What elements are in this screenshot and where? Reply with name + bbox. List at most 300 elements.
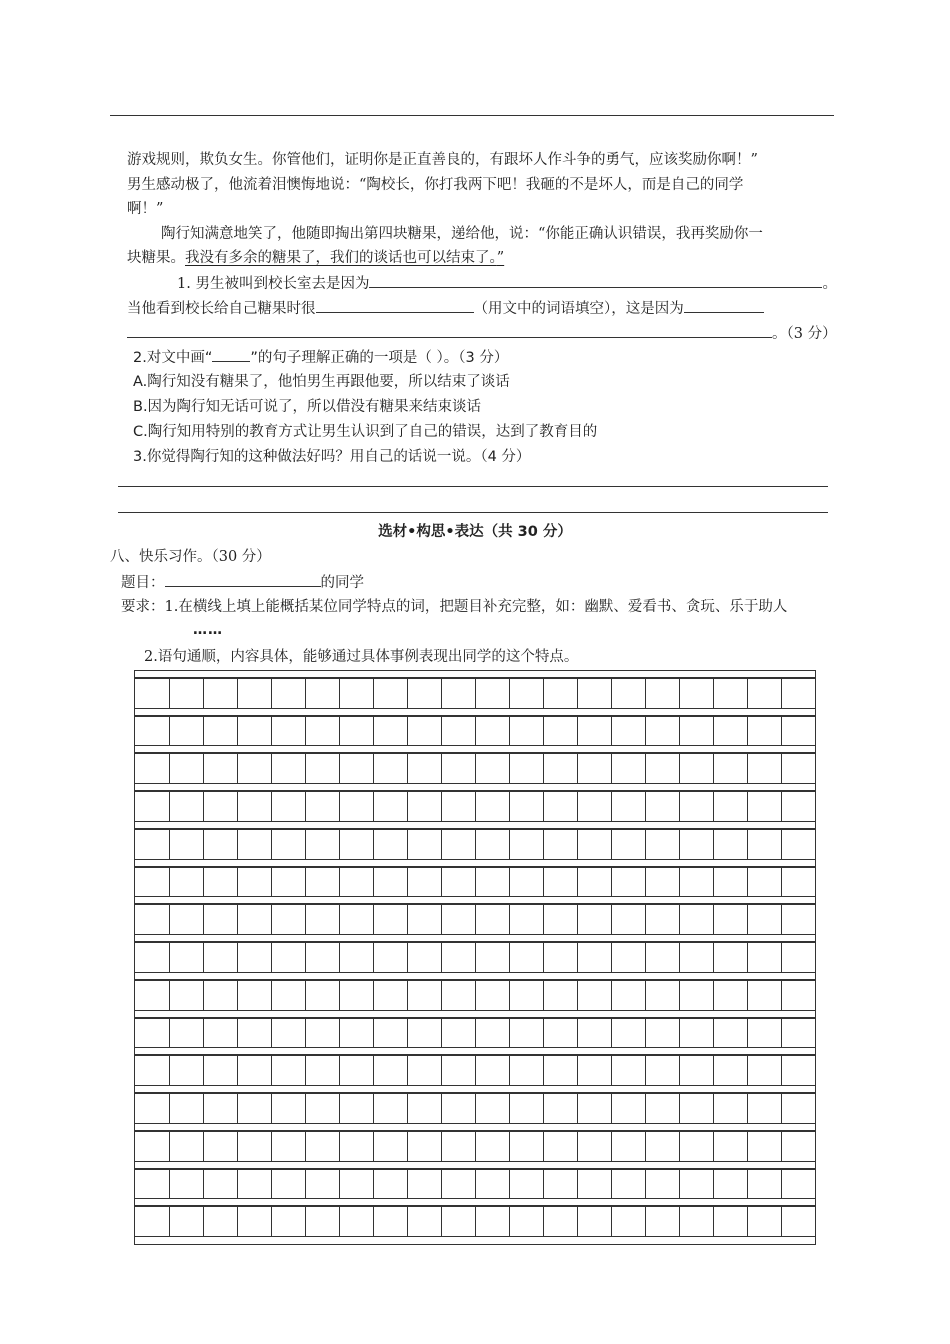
grid-cell[interactable] — [237, 830, 271, 859]
grid-cell[interactable] — [135, 1056, 169, 1085]
grid-cell[interactable] — [543, 717, 577, 746]
grid-cell[interactable] — [781, 1170, 815, 1199]
grid-cell[interactable] — [135, 1019, 169, 1048]
grid-cell[interactable] — [611, 679, 645, 708]
grid-cell[interactable] — [645, 868, 679, 897]
grid-cell[interactable] — [679, 754, 713, 783]
grid-cell[interactable] — [747, 1019, 781, 1048]
topic-blank[interactable] — [165, 572, 321, 587]
grid-cell[interactable] — [475, 943, 509, 972]
grid-cell[interactable] — [373, 868, 407, 897]
grid-cell[interactable] — [713, 792, 747, 821]
grid-cell[interactable] — [203, 754, 237, 783]
grid-cell[interactable] — [611, 1056, 645, 1085]
grid-cell[interactable] — [135, 717, 169, 746]
grid-cell[interactable] — [373, 717, 407, 746]
grid-cell[interactable] — [645, 1056, 679, 1085]
grid-cell[interactable] — [135, 754, 169, 783]
grid-cell[interactable] — [339, 868, 373, 897]
grid-cell[interactable] — [135, 943, 169, 972]
grid-cell[interactable] — [169, 1019, 203, 1048]
grid-cell[interactable] — [407, 981, 441, 1010]
grid-cell[interactable] — [747, 1207, 781, 1236]
grid-cell[interactable] — [203, 679, 237, 708]
grid-cell[interactable] — [747, 792, 781, 821]
grid-cell[interactable] — [441, 830, 475, 859]
grid-cell[interactable] — [713, 1094, 747, 1123]
grid-cell[interactable] — [203, 1170, 237, 1199]
grid-cell[interactable] — [271, 830, 305, 859]
grid-cell[interactable] — [135, 679, 169, 708]
grid-cell[interactable] — [611, 1094, 645, 1123]
grid-cell[interactable] — [203, 1094, 237, 1123]
grid-cell[interactable] — [135, 868, 169, 897]
grid-cell[interactable] — [543, 1094, 577, 1123]
grid-cell[interactable] — [441, 1094, 475, 1123]
answer-blank-1[interactable] — [369, 273, 822, 288]
grid-cell[interactable] — [611, 1170, 645, 1199]
grid-cell[interactable] — [577, 943, 611, 972]
grid-cell[interactable] — [237, 679, 271, 708]
grid-cell[interactable] — [509, 1019, 543, 1048]
grid-cell[interactable] — [713, 1170, 747, 1199]
grid-cell[interactable] — [577, 1207, 611, 1236]
grid-cell[interactable] — [407, 830, 441, 859]
grid-cell[interactable] — [679, 830, 713, 859]
grid-cell[interactable] — [339, 1019, 373, 1048]
grid-cell[interactable] — [373, 1207, 407, 1236]
grid-cell[interactable] — [713, 943, 747, 972]
grid-cell[interactable] — [611, 792, 645, 821]
grid-cell[interactable] — [781, 830, 815, 859]
grid-cell[interactable] — [203, 905, 237, 934]
grid-cell[interactable] — [509, 1207, 543, 1236]
grid-cell[interactable] — [271, 717, 305, 746]
grid-cell[interactable] — [441, 1056, 475, 1085]
grid-cell[interactable] — [203, 943, 237, 972]
grid-cell[interactable] — [645, 905, 679, 934]
grid-cell[interactable] — [407, 1019, 441, 1048]
answer-line-1[interactable] — [118, 486, 828, 487]
grid-cell[interactable] — [577, 1094, 611, 1123]
grid-cell[interactable] — [781, 943, 815, 972]
grid-cell[interactable] — [373, 792, 407, 821]
grid-cell[interactable] — [203, 717, 237, 746]
grid-cell[interactable] — [237, 1056, 271, 1085]
grid-cell[interactable] — [577, 1056, 611, 1085]
grid-cell[interactable] — [169, 679, 203, 708]
grid-cell[interactable] — [407, 792, 441, 821]
answer-blank-4[interactable] — [127, 323, 772, 338]
grid-cell[interactable] — [373, 1094, 407, 1123]
grid-cell[interactable] — [237, 868, 271, 897]
grid-cell[interactable] — [509, 868, 543, 897]
grid-cell[interactable] — [577, 1132, 611, 1161]
grid-cell[interactable] — [713, 1207, 747, 1236]
grid-cell[interactable] — [407, 943, 441, 972]
grid-cell[interactable] — [237, 943, 271, 972]
grid-cell[interactable] — [271, 754, 305, 783]
grid-cell[interactable] — [679, 981, 713, 1010]
grid-cell[interactable] — [475, 754, 509, 783]
grid-cell[interactable] — [645, 943, 679, 972]
grid-cell[interactable] — [577, 981, 611, 1010]
grid-cell[interactable] — [475, 1132, 509, 1161]
grid-cell[interactable] — [475, 1170, 509, 1199]
grid-cell[interactable] — [169, 792, 203, 821]
grid-cell[interactable] — [407, 1056, 441, 1085]
grid-cell[interactable] — [509, 1094, 543, 1123]
grid-cell[interactable] — [577, 830, 611, 859]
grid-cell[interactable] — [441, 1132, 475, 1161]
grid-cell[interactable] — [747, 1170, 781, 1199]
grid-cell[interactable] — [339, 1094, 373, 1123]
grid-cell[interactable] — [169, 1170, 203, 1199]
grid-cell[interactable] — [441, 1170, 475, 1199]
grid-cell[interactable] — [543, 1207, 577, 1236]
grid-cell[interactable] — [611, 717, 645, 746]
grid-cell[interactable] — [441, 981, 475, 1010]
grid-cell[interactable] — [543, 1170, 577, 1199]
grid-cell[interactable] — [203, 1207, 237, 1236]
grid-cell[interactable] — [203, 792, 237, 821]
grid-cell[interactable] — [339, 754, 373, 783]
grid-cell[interactable] — [441, 1019, 475, 1048]
grid-cell[interactable] — [747, 1094, 781, 1123]
grid-cell[interactable] — [543, 868, 577, 897]
grid-cell[interactable] — [271, 792, 305, 821]
grid-cell[interactable] — [475, 679, 509, 708]
grid-cell[interactable] — [169, 905, 203, 934]
grid-cell[interactable] — [339, 1056, 373, 1085]
grid-cell[interactable] — [475, 717, 509, 746]
grid-cell[interactable] — [747, 679, 781, 708]
grid-cell[interactable] — [373, 754, 407, 783]
grid-cell[interactable] — [713, 679, 747, 708]
grid-cell[interactable] — [203, 1019, 237, 1048]
grid-cell[interactable] — [169, 717, 203, 746]
grid-cell[interactable] — [441, 679, 475, 708]
grid-cell[interactable] — [781, 1056, 815, 1085]
grid-cell[interactable] — [509, 792, 543, 821]
grid-cell[interactable] — [577, 905, 611, 934]
grid-cell[interactable] — [169, 830, 203, 859]
grid-cell[interactable] — [509, 1056, 543, 1085]
grid-cell[interactable] — [713, 905, 747, 934]
grid-cell[interactable] — [407, 754, 441, 783]
grid-cell[interactable] — [441, 717, 475, 746]
grid-cell[interactable] — [169, 1207, 203, 1236]
grid-cell[interactable] — [645, 981, 679, 1010]
grid-cell[interactable] — [611, 905, 645, 934]
grid-cell[interactable] — [475, 1056, 509, 1085]
grid-cell[interactable] — [509, 717, 543, 746]
grid-cell[interactable] — [203, 868, 237, 897]
grid-cell[interactable] — [747, 868, 781, 897]
grid-cell[interactable] — [169, 1094, 203, 1123]
grid-cell[interactable] — [509, 1170, 543, 1199]
grid-cell[interactable] — [339, 717, 373, 746]
grid-cell[interactable] — [577, 754, 611, 783]
grid-cell[interactable] — [645, 830, 679, 859]
grid-cell[interactable] — [339, 1207, 373, 1236]
grid-cell[interactable] — [475, 1019, 509, 1048]
grid-cell[interactable] — [747, 905, 781, 934]
grid-cell[interactable] — [305, 905, 339, 934]
grid-cell[interactable] — [713, 1019, 747, 1048]
grid-cell[interactable] — [577, 1170, 611, 1199]
grid-cell[interactable] — [441, 943, 475, 972]
grid-cell[interactable] — [407, 1207, 441, 1236]
grid-cell[interactable] — [305, 792, 339, 821]
grid-cell[interactable] — [645, 1207, 679, 1236]
grid-cell[interactable] — [679, 868, 713, 897]
grid-cell[interactable] — [169, 754, 203, 783]
grid-cell[interactable] — [509, 679, 543, 708]
grid-cell[interactable] — [373, 981, 407, 1010]
grid-cell[interactable] — [373, 1170, 407, 1199]
grid-cell[interactable] — [713, 717, 747, 746]
grid-cell[interactable] — [169, 868, 203, 897]
grid-cell[interactable] — [305, 679, 339, 708]
grid-cell[interactable] — [203, 1056, 237, 1085]
grid-cell[interactable] — [407, 679, 441, 708]
grid-cell[interactable] — [543, 679, 577, 708]
grid-cell[interactable] — [679, 943, 713, 972]
grid-cell[interactable] — [135, 1094, 169, 1123]
grid-cell[interactable] — [475, 981, 509, 1010]
grid-cell[interactable] — [509, 830, 543, 859]
grid-cell[interactable] — [271, 679, 305, 708]
grid-cell[interactable] — [645, 754, 679, 783]
grid-cell[interactable] — [305, 717, 339, 746]
grid-cell[interactable] — [781, 905, 815, 934]
grid-cell[interactable] — [611, 981, 645, 1010]
grid-cell[interactable] — [407, 717, 441, 746]
grid-cell[interactable] — [373, 1019, 407, 1048]
grid-cell[interactable] — [713, 754, 747, 783]
grid-cell[interactable] — [169, 943, 203, 972]
grid-cell[interactable] — [271, 943, 305, 972]
grid-cell[interactable] — [305, 981, 339, 1010]
grid-cell[interactable] — [645, 792, 679, 821]
grid-cell[interactable] — [135, 1207, 169, 1236]
grid-cell[interactable] — [305, 830, 339, 859]
grid-cell[interactable] — [339, 981, 373, 1010]
grid-cell[interactable] — [713, 868, 747, 897]
grid-cell[interactable] — [271, 1207, 305, 1236]
grid-cell[interactable] — [713, 1056, 747, 1085]
grid-cell[interactable] — [679, 905, 713, 934]
grid-cell[interactable] — [611, 943, 645, 972]
grid-cell[interactable] — [781, 1094, 815, 1123]
grid-cell[interactable] — [475, 830, 509, 859]
grid-cell[interactable] — [679, 717, 713, 746]
grid-cell[interactable] — [543, 1056, 577, 1085]
grid-cell[interactable] — [611, 830, 645, 859]
grid-cell[interactable] — [747, 754, 781, 783]
grid-cell[interactable] — [237, 981, 271, 1010]
grid-cell[interactable] — [441, 905, 475, 934]
grid-cell[interactable] — [543, 792, 577, 821]
grid-cell[interactable] — [645, 1170, 679, 1199]
grid-cell[interactable] — [237, 1019, 271, 1048]
grid-cell[interactable] — [611, 1207, 645, 1236]
grid-cell[interactable] — [271, 1094, 305, 1123]
grid-cell[interactable] — [747, 830, 781, 859]
grid-cell[interactable] — [271, 905, 305, 934]
grid-cell[interactable] — [475, 905, 509, 934]
grid-cell[interactable] — [305, 1094, 339, 1123]
grid-cell[interactable] — [611, 1019, 645, 1048]
grid-cell[interactable] — [305, 754, 339, 783]
grid-cell[interactable] — [441, 868, 475, 897]
grid-cell[interactable] — [407, 905, 441, 934]
writing-grid[interactable] — [134, 670, 816, 1245]
grid-cell[interactable] — [271, 1019, 305, 1048]
grid-cell[interactable] — [135, 1132, 169, 1161]
grid-cell[interactable] — [781, 1132, 815, 1161]
grid-cell[interactable] — [509, 981, 543, 1010]
grid-cell[interactable] — [781, 792, 815, 821]
grid-cell[interactable] — [271, 1056, 305, 1085]
grid-cell[interactable] — [577, 717, 611, 746]
grid-cell[interactable] — [509, 754, 543, 783]
grid-cell[interactable] — [271, 868, 305, 897]
answer-line-2[interactable] — [118, 512, 828, 513]
grid-cell[interactable] — [305, 868, 339, 897]
grid-cell[interactable] — [203, 981, 237, 1010]
grid-cell[interactable] — [169, 981, 203, 1010]
grid-cell[interactable] — [305, 1019, 339, 1048]
grid-cell[interactable] — [373, 1056, 407, 1085]
grid-cell[interactable] — [781, 754, 815, 783]
grid-cell[interactable] — [339, 830, 373, 859]
grid-cell[interactable] — [543, 1019, 577, 1048]
grid-cell[interactable] — [407, 868, 441, 897]
grid-cell[interactable] — [169, 1132, 203, 1161]
grid-cell[interactable] — [203, 830, 237, 859]
grid-cell[interactable] — [135, 792, 169, 821]
grid-cell[interactable] — [237, 1132, 271, 1161]
answer-blank-2[interactable] — [316, 298, 474, 313]
grid-cell[interactable] — [781, 679, 815, 708]
grid-cell[interactable] — [781, 868, 815, 897]
grid-cell[interactable] — [305, 1207, 339, 1236]
grid-cell[interactable] — [781, 1019, 815, 1048]
grid-cell[interactable] — [271, 981, 305, 1010]
grid-cell[interactable] — [271, 1170, 305, 1199]
grid-cell[interactable] — [441, 792, 475, 821]
grid-cell[interactable] — [645, 1019, 679, 1048]
grid-cell[interactable] — [543, 754, 577, 783]
grid-cell[interactable] — [169, 1056, 203, 1085]
grid-cell[interactable] — [407, 1094, 441, 1123]
grid-cell[interactable] — [679, 1019, 713, 1048]
grid-cell[interactable] — [781, 717, 815, 746]
grid-cell[interactable] — [237, 1207, 271, 1236]
grid-cell[interactable] — [577, 868, 611, 897]
grid-cell[interactable] — [373, 679, 407, 708]
grid-cell[interactable] — [679, 1056, 713, 1085]
grid-cell[interactable] — [645, 1132, 679, 1161]
grid-cell[interactable] — [645, 679, 679, 708]
grid-cell[interactable] — [679, 679, 713, 708]
grid-cell[interactable] — [373, 943, 407, 972]
grid-cell[interactable] — [475, 868, 509, 897]
grid-cell[interactable] — [135, 1170, 169, 1199]
grid-cell[interactable] — [441, 1207, 475, 1236]
grid-cell[interactable] — [543, 943, 577, 972]
grid-cell[interactable] — [543, 905, 577, 934]
grid-cell[interactable] — [237, 1170, 271, 1199]
grid-cell[interactable] — [339, 943, 373, 972]
grid-cell[interactable] — [509, 1132, 543, 1161]
grid-cell[interactable] — [339, 679, 373, 708]
grid-cell[interactable] — [747, 717, 781, 746]
grid-cell[interactable] — [747, 981, 781, 1010]
grid-cell[interactable] — [781, 981, 815, 1010]
grid-cell[interactable] — [543, 830, 577, 859]
grid-cell[interactable] — [135, 905, 169, 934]
grid-cell[interactable] — [339, 792, 373, 821]
grid-cell[interactable] — [611, 754, 645, 783]
grid-cell[interactable] — [373, 1132, 407, 1161]
grid-cell[interactable] — [509, 943, 543, 972]
answer-blank-3[interactable] — [684, 298, 764, 313]
grid-cell[interactable] — [713, 1132, 747, 1161]
grid-cell[interactable] — [747, 943, 781, 972]
grid-cell[interactable] — [679, 1094, 713, 1123]
grid-cell[interactable] — [713, 830, 747, 859]
grid-cell[interactable] — [611, 1132, 645, 1161]
grid-cell[interactable] — [339, 905, 373, 934]
grid-cell[interactable] — [781, 1207, 815, 1236]
grid-cell[interactable] — [475, 792, 509, 821]
grid-cell[interactable] — [645, 717, 679, 746]
grid-cell[interactable] — [679, 792, 713, 821]
grid-cell[interactable] — [577, 1019, 611, 1048]
grid-cell[interactable] — [407, 1132, 441, 1161]
grid-cell[interactable] — [543, 981, 577, 1010]
grid-cell[interactable] — [305, 1170, 339, 1199]
grid-cell[interactable] — [407, 1170, 441, 1199]
grid-cell[interactable] — [679, 1207, 713, 1236]
grid-cell[interactable] — [237, 717, 271, 746]
grid-cell[interactable] — [543, 1132, 577, 1161]
grid-cell[interactable] — [441, 754, 475, 783]
grid-cell[interactable] — [713, 981, 747, 1010]
grid-cell[interactable] — [305, 1132, 339, 1161]
grid-cell[interactable] — [135, 981, 169, 1010]
grid-cell[interactable] — [237, 754, 271, 783]
grid-cell[interactable] — [339, 1170, 373, 1199]
grid-cell[interactable] — [679, 1170, 713, 1199]
grid-cell[interactable] — [203, 1132, 237, 1161]
grid-cell[interactable] — [305, 1056, 339, 1085]
grid-cell[interactable] — [305, 943, 339, 972]
grid-cell[interactable] — [747, 1056, 781, 1085]
grid-cell[interactable] — [577, 792, 611, 821]
grid-cell[interactable] — [373, 830, 407, 859]
grid-cell[interactable] — [373, 905, 407, 934]
grid-cell[interactable] — [475, 1207, 509, 1236]
grid-cell[interactable] — [339, 1132, 373, 1161]
grid-cell[interactable] — [237, 905, 271, 934]
grid-cell[interactable] — [237, 792, 271, 821]
grid-cell[interactable] — [475, 1094, 509, 1123]
grid-cell[interactable] — [237, 1094, 271, 1123]
